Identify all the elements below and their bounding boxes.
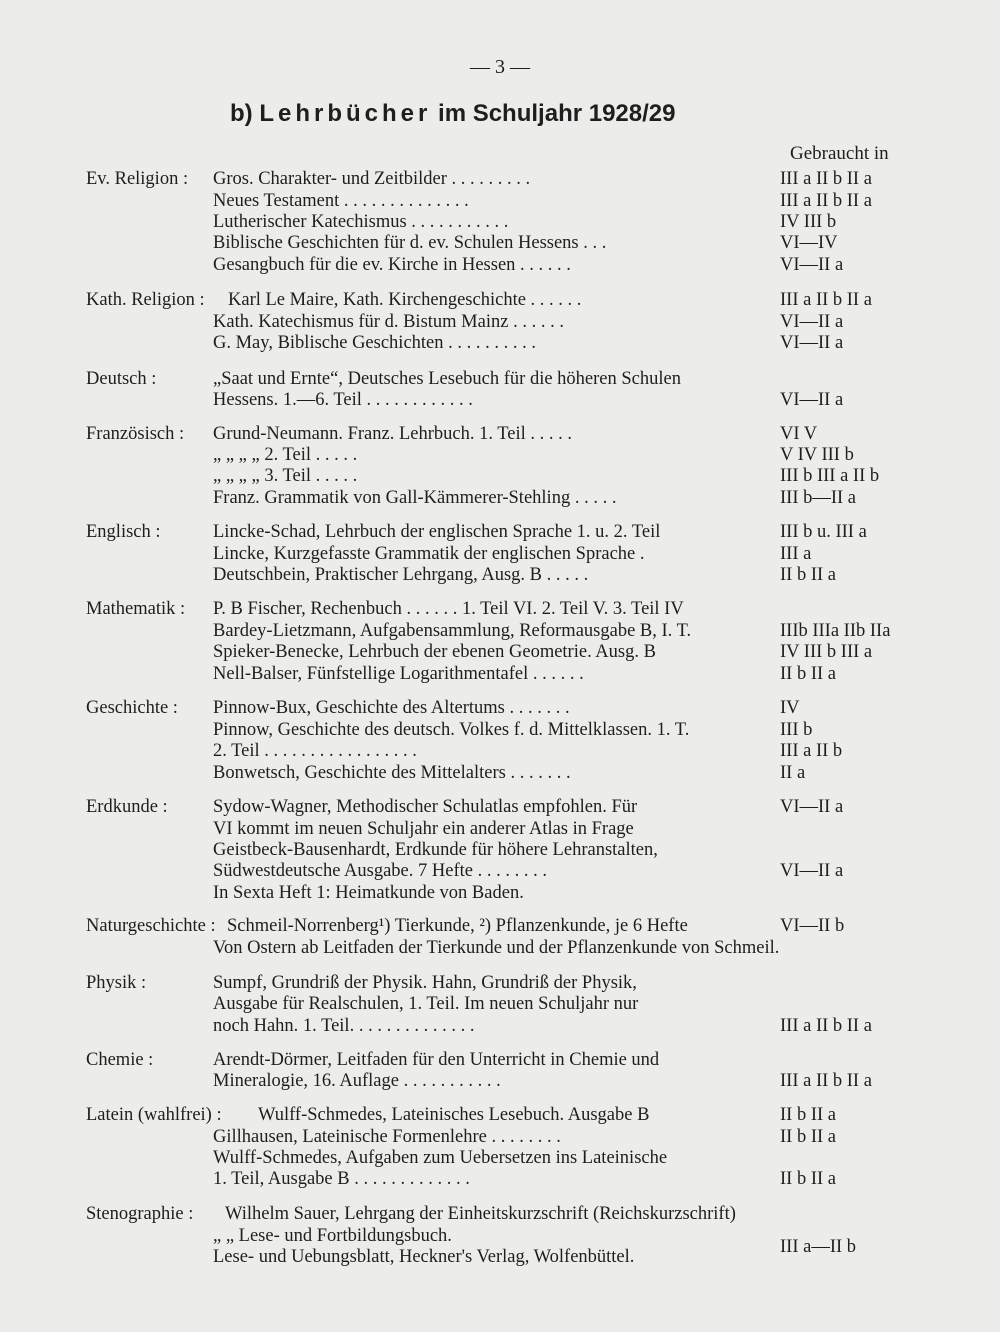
used-in-classes: II b II a	[780, 1127, 836, 1147]
textbook-title: Lutherischer Katechismus . . . . . . . . . . .	[213, 212, 509, 232]
used-in-classes: II b II a	[780, 1169, 836, 1189]
textbook-title: Pinnow, Geschichte des deutsch. Volkes f. d. Mittelklassen. 1. T.	[213, 720, 690, 740]
used-in-classes: V IV III b	[780, 445, 854, 465]
used-in-classes: III a II b II a	[780, 290, 872, 310]
textbook-title: Geistbeck-Bausenhardt, Erdkunde für höhere Lehranstalten,	[213, 840, 658, 860]
subject-label: Geschichte :	[86, 698, 178, 718]
textbook-title: „ „ Lese- und Fortbildungsbuch.	[213, 1226, 452, 1246]
page-number: — 3 —	[470, 56, 530, 78]
textbook-title: Biblische Geschichten für d. ev. Schulen Hessens . . .	[213, 233, 607, 253]
subject-label: Chemie :	[86, 1050, 154, 1070]
textbook-title: Spieker-Benecke, Lehrbuch der ebenen Geometrie. Ausg. B	[213, 642, 656, 662]
used-in-classes: II a	[780, 763, 806, 783]
subject-label: Physik :	[86, 973, 147, 993]
subject-label: Latein (wahlfrei) :	[86, 1105, 222, 1125]
textbook-title: Schmeil-Norrenberg¹) Tierkunde, ²) Pflanzenkunde, je 6 Hefte	[227, 916, 688, 936]
subject-label: Stenographie :	[86, 1204, 194, 1224]
used-in-classes: III a II b II a	[780, 1016, 872, 1036]
textbook-title: 2. Teil . . . . . . . . . . . . . . . . .	[213, 741, 417, 761]
textbook-title: In Sexta Heft 1: Heimatkunde von Baden.	[213, 883, 524, 903]
textbook-title: Arendt-Dörmer, Leitfaden für den Unterricht in Chemie und	[213, 1050, 660, 1070]
used-in-classes: VI—II b	[780, 916, 845, 936]
used-in-classes: VI—II a	[780, 312, 844, 332]
textbook-title: noch Hahn. 1. Teil. . . . . . . . . . . . . .	[213, 1016, 475, 1036]
used-in-classes: III a II b II a	[780, 191, 872, 211]
used-in-classes: IV III b III a	[780, 642, 873, 662]
textbook-title: Kath. Katechismus für d. Bistum Mainz . . . . . .	[213, 312, 564, 332]
used-in-classes: IV III b	[780, 212, 837, 232]
textbook-title: Lincke-Schad, Lehrbuch der englischen Sprache 1. u. 2. Teil	[213, 522, 661, 542]
textbook-title: Gesangbuch für die ev. Kirche in Hessen . . . . . .	[213, 255, 571, 275]
used-in-classes: III a	[780, 544, 812, 564]
textbook-title: Sydow-Wagner, Methodischer Schulatlas empfohlen. Für	[213, 797, 638, 817]
used-in-classes: IIIb IIIa IIb IIa	[780, 621, 891, 641]
title-rest: im Schuljahr 1928/29	[431, 100, 676, 127]
textbook-title: Gros. Charakter- und Zeitbilder . . . . . . . . .	[213, 169, 531, 189]
used-in-classes: III a II b	[780, 741, 843, 761]
used-in-classes: IV	[780, 698, 800, 718]
textbook-title: Lese- und Uebungsblatt, Heckner's Verlag, Wolfenbüttel.	[213, 1247, 635, 1267]
used-in-classes: III b III a II b	[780, 466, 880, 486]
used-in-classes: III a—II b	[780, 1237, 857, 1257]
textbook-title: Nell-Balser, Fünfstellige Logarithmentafel . . . . . .	[213, 664, 584, 684]
textbook-title: Pinnow-Bux, Geschichte des Altertums . . . . . . .	[213, 698, 570, 718]
used-in-classes: III b	[780, 720, 813, 740]
textbook-title: Bonwetsch, Geschichte des Mittelalters . . . . . . .	[213, 763, 571, 783]
subject-label: Kath. Religion :	[86, 290, 205, 310]
used-in-classes: II b II a	[780, 565, 836, 585]
title-spaced: Lehrbücher	[259, 100, 432, 127]
subject-label: Französisch :	[86, 424, 185, 444]
used-in-classes: III b u. III a	[780, 522, 867, 542]
title-prefix: b)	[230, 100, 260, 127]
subject-label: Ev. Religion :	[86, 169, 189, 189]
used-in-classes: III b—II a	[780, 488, 857, 508]
textbook-title: Sumpf, Grundriß der Physik. Hahn, Grundriß der Physik,	[213, 973, 637, 993]
used-in-classes: VI—II a	[780, 333, 844, 353]
textbook-title: P. B Fischer, Rechenbuch . . . . . . 1. Teil VI. 2. Teil V. 3. Teil IV	[213, 599, 684, 619]
used-in-classes: VI—IV	[780, 233, 838, 253]
subject-label: Deutsch :	[86, 369, 157, 389]
subject-label: Erdkunde :	[86, 797, 168, 817]
used-in-classes: VI—II a	[780, 390, 844, 410]
textbook-title: „ „ „ „ 2. Teil . . . . .	[213, 445, 358, 465]
textbook-title: „Saat und Ernte“, Deutsches Lesebuch für die höheren Schulen	[213, 369, 681, 389]
used-in-classes: VI—II a	[780, 861, 844, 881]
used-in-classes: VI—II a	[780, 255, 844, 275]
subject-label: Mathematik :	[86, 599, 186, 619]
textbook-title: Lincke, Kurzgefasste Grammatik der englischen Sprache .	[213, 544, 645, 564]
textbook-title: 1. Teil, Ausgabe B . . . . . . . . . . . . .	[213, 1169, 470, 1189]
textbook-title: VI kommt im neuen Schuljahr ein anderer Atlas in Frage	[213, 819, 634, 839]
textbook-title: Wulff-Schmedes, Aufgaben zum Uebersetzen ins Lateinische	[213, 1148, 668, 1168]
subject-label: Englisch :	[86, 522, 161, 542]
textbook-title: Deutschbein, Praktischer Lehrgang, Ausg. B . . . . .	[213, 565, 589, 585]
textbook-title: Wilhelm Sauer, Lehrgang der Einheitskurzschrift (Reichskurzschrift)	[225, 1204, 736, 1224]
used-in-classes: II b II a	[780, 664, 836, 684]
textbook-title: Gillhausen, Lateinische Formenlehre . . . . . . . .	[213, 1127, 561, 1147]
used-in-classes: III a II b II a	[780, 169, 872, 189]
textbook-title: Wulff-Schmedes, Lateinisches Lesebuch. Ausgabe B	[258, 1105, 650, 1125]
used-in-classes: VI—II a	[780, 797, 844, 817]
subject-label: Naturgeschichte :	[86, 916, 216, 936]
used-in-classes: VI V	[780, 424, 818, 444]
column-header-gebraucht: Gebraucht in	[790, 143, 889, 164]
textbook-title: Karl Le Maire, Kath. Kirchengeschichte . . . . . .	[228, 290, 582, 310]
textbook-title: „ „ „ „ 3. Teil . . . . .	[213, 466, 358, 486]
textbook-title: Grund-Neumann. Franz. Lehrbuch. 1. Teil . . . . .	[213, 424, 573, 444]
textbook-title: Ausgabe für Realschulen, 1. Teil. Im neuen Schuljahr nur	[213, 994, 639, 1014]
textbook-title: Hessens. 1.—6. Teil . . . . . . . . . . . .	[213, 390, 473, 410]
section-title	[230, 100, 675, 128]
textbook-title: Von Ostern ab Leitfaden der Tierkunde und der Pflanzenkunde von Schmeil.	[213, 938, 780, 958]
textbook-title: Neues Testament . . . . . . . . . . . . . .	[213, 191, 469, 211]
used-in-classes: II b II a	[780, 1105, 836, 1125]
textbook-title: Mineralogie, 16. Auflage . . . . . . . . . . .	[213, 1071, 501, 1091]
textbook-title: Franz. Grammatik von Gall-Kämmerer-Stehling . . . . .	[213, 488, 617, 508]
textbook-title: Südwestdeutsche Ausgabe. 7 Hefte . . . . . . . .	[213, 861, 547, 881]
textbook-title: Bardey-Lietzmann, Aufgabensammlung, Reformausgabe B, I. T.	[213, 621, 692, 641]
used-in-classes: III a II b II a	[780, 1071, 872, 1091]
textbook-title: G. May, Biblische Geschichten . . . . . . . . . .	[213, 333, 537, 353]
